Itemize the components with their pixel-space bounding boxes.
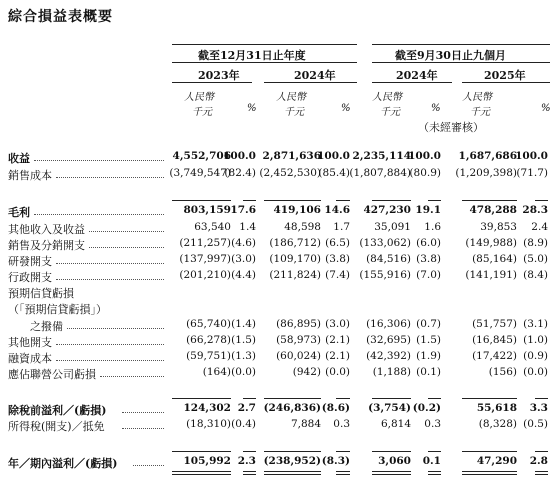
total-rule (172, 451, 231, 452)
cell-value: (58,973) (276, 334, 321, 346)
cell-value: (8,328) (478, 418, 517, 430)
nine-2024-underline (372, 82, 452, 83)
total-rule (535, 471, 548, 472)
row-label: 銷售及分銷開支 (8, 239, 85, 252)
dot-leader (56, 177, 164, 178)
cell-value: (1.5) (231, 334, 256, 346)
cell-value: 100.0 (408, 150, 441, 162)
cell-value: 2.8 (529, 455, 548, 467)
cell-value: (5.0) (523, 253, 548, 265)
cell-value: 124,302 (183, 402, 231, 414)
cell-value: 55,618 (476, 402, 517, 414)
cell-value: (3.8) (416, 253, 441, 265)
year-2024-label: 2024年 (294, 69, 336, 82)
cell-value: (1.0) (523, 334, 548, 346)
row-label: 之撥備 (30, 320, 63, 333)
cell-value: (201,210) (179, 269, 231, 281)
cell-value: (133,062) (359, 237, 411, 249)
cell-value: 7,884 (290, 418, 321, 430)
cell-value: 28.3 (522, 204, 548, 216)
total-rule (264, 451, 321, 452)
unaudited-note: （未經審核） (418, 121, 484, 134)
dot-leader (56, 360, 164, 361)
row-label: 預期信貸虧損 (8, 287, 74, 300)
unit-pct-2: % (341, 103, 351, 114)
cell-value: (3,754) (368, 402, 411, 414)
dot-leader (133, 465, 164, 466)
total-rule (462, 471, 517, 472)
row-label: （「預期信貸虧損」） (8, 303, 107, 316)
cell-value: 47,290 (476, 455, 517, 467)
total-rule (428, 398, 441, 399)
year-2023-label: 2023年 (198, 69, 240, 82)
total-rule (428, 200, 441, 201)
cell-value: (86,895) (276, 318, 321, 330)
total-rule (243, 474, 256, 475)
cell-value: 39,853 (480, 221, 517, 233)
row-label: 毛利 (8, 206, 30, 219)
cell-value: (82.4) (224, 167, 256, 179)
cell-value: 100.0 (223, 150, 256, 162)
cell-value: (0.5) (523, 418, 548, 430)
cell-value: 2.7 (237, 402, 256, 414)
row-label: 銷售成本 (8, 169, 52, 182)
cell-value: (3.8) (325, 253, 350, 265)
row-label: 其他開支 (8, 336, 52, 349)
total-rule (428, 474, 441, 475)
cell-value: (246,836) (263, 402, 321, 414)
cell-value: (3.0) (325, 318, 350, 330)
cell-value: (0.0) (523, 366, 548, 378)
cell-value: 100.0 (317, 150, 350, 162)
cell-value: (0.1) (416, 366, 441, 378)
cell-value: (8.4) (523, 269, 548, 281)
total-rule (243, 200, 256, 201)
cell-value: (149,988) (465, 237, 517, 249)
year-group-bottom-line (172, 62, 357, 63)
total-rule (428, 451, 441, 452)
nine-month-2025-label: 2025年 (484, 69, 526, 82)
nine-month-group-top-line (372, 44, 550, 45)
total-rule (372, 200, 411, 201)
dot-leader (56, 279, 164, 280)
cell-value: (80.9) (409, 167, 441, 179)
row-label: 應佔聯營公司虧損 (8, 368, 96, 381)
unit-thousand-3: 千元 (380, 107, 400, 118)
page-title: 綜合損益表概要 (8, 9, 113, 25)
cell-value: (71.7) (516, 167, 548, 179)
cell-value: 427,230 (363, 204, 411, 216)
cell-value: (66,278) (186, 334, 231, 346)
cell-value: 1.6 (424, 221, 441, 233)
total-rule (535, 398, 548, 399)
cell-value: 0.1 (422, 455, 441, 467)
row-label: 其他收入及收益 (8, 223, 85, 236)
total-rule (372, 474, 411, 475)
total-rule (372, 471, 411, 472)
cell-value: (17,422) (472, 350, 517, 362)
cell-value: (0.7) (416, 318, 441, 330)
total-rule (172, 471, 231, 472)
cell-value: (1,807,884) (349, 167, 411, 179)
cell-value: (16,845) (472, 334, 517, 346)
cell-value: (16,306) (366, 318, 411, 330)
year-2023-underline (172, 82, 252, 83)
cell-value: (1.9) (416, 350, 441, 362)
cell-value: (84,516) (366, 253, 411, 265)
dot-leader (89, 231, 164, 232)
cell-value: (1.4) (231, 318, 256, 330)
cell-value: (3.0) (231, 253, 256, 265)
total-rule (336, 474, 350, 475)
cell-value: (137,997) (179, 253, 231, 265)
cell-value: (211,257) (179, 237, 231, 249)
total-rule (243, 471, 256, 472)
nine-month-2024-label: 2024年 (396, 69, 438, 82)
unit-currency-4: 人民幣 (462, 92, 492, 103)
total-rule (264, 471, 321, 472)
cell-value: 478,288 (469, 204, 517, 216)
cell-value: (8.6) (321, 402, 350, 414)
cell-value: (7.4) (325, 269, 350, 281)
unit-pct-1: % (247, 103, 257, 114)
cell-value: (164) (202, 366, 231, 378)
cell-value: (65,740) (186, 318, 231, 330)
cell-value: (141,191) (465, 269, 517, 281)
total-rule (336, 471, 350, 472)
cell-value: 105,992 (183, 455, 231, 467)
cell-value: (2.1) (325, 350, 350, 362)
cell-value: 19.1 (415, 204, 441, 216)
cell-value: 4,552,706 (172, 150, 231, 162)
year-group-top-line (172, 44, 357, 45)
cell-value: (211,824) (269, 269, 321, 281)
dot-leader (34, 214, 164, 215)
cell-value: (85.4) (318, 167, 350, 179)
total-rule (264, 474, 321, 475)
total-rule (372, 451, 411, 452)
total-rule (264, 398, 321, 399)
total-rule (535, 200, 548, 201)
total-rule (372, 398, 411, 399)
cell-value: (18,310) (186, 418, 231, 430)
cell-value: (1.3) (231, 350, 256, 362)
cell-value: 2,871,636 (262, 150, 321, 162)
cell-value: 63,540 (194, 221, 231, 233)
unit-currency-2: 人民幣 (276, 92, 306, 103)
row-label: 融資成本 (8, 352, 52, 365)
row-label: 研發開支 (8, 255, 52, 268)
unit-pct-4: % (541, 103, 551, 114)
dot-leader (34, 160, 164, 161)
cell-value: (238,952) (263, 455, 321, 467)
total-rule (462, 474, 517, 475)
total-rule (243, 451, 256, 452)
cell-value: (2,452,530) (259, 167, 321, 179)
unit-thousand-1: 千元 (192, 107, 212, 118)
unit-currency-1: 人民幣 (184, 92, 214, 103)
total-rule (336, 398, 350, 399)
cell-value: 0.3 (424, 418, 441, 430)
nine-month-group-bottom-line (372, 62, 550, 63)
cell-value: (4.4) (231, 269, 256, 281)
cell-value: (4.6) (231, 237, 256, 249)
cell-value: 3.3 (529, 402, 548, 414)
total-rule (462, 451, 517, 452)
cell-value: (59,751) (186, 350, 231, 362)
cell-value: (0.4) (231, 418, 256, 430)
cell-value: (32,695) (366, 334, 411, 346)
cell-value: (85,164) (472, 253, 517, 265)
total-rule (462, 398, 517, 399)
year-2024-underline (264, 82, 357, 83)
cell-value: (8.9) (523, 237, 548, 249)
dot-leader (67, 328, 164, 329)
total-rule (462, 200, 517, 201)
unit-currency-3: 人民幣 (372, 92, 402, 103)
cell-value: (60,024) (276, 350, 321, 362)
total-rule (535, 474, 548, 475)
cell-value: 14.6 (324, 204, 350, 216)
row-label: 所得稅(開支)／抵免 (8, 420, 105, 433)
cell-value: (6.0) (416, 237, 441, 249)
row-label: 除稅前溢利／(虧損) (8, 404, 107, 417)
cell-value: 1,687,686 (458, 150, 517, 162)
unit-thousand-4: 千元 (470, 107, 490, 118)
cell-value: (8.3) (321, 455, 350, 467)
cell-value: 2.4 (531, 221, 548, 233)
cell-value: 1.4 (239, 221, 256, 233)
total-rule (264, 200, 321, 201)
cell-value: 419,106 (273, 204, 321, 216)
total-rule (336, 451, 350, 452)
nine-2025-underline (462, 82, 550, 83)
cell-value: 6,814 (380, 418, 411, 430)
cell-value: (156) (488, 366, 517, 378)
cell-value: (1,188) (372, 366, 411, 378)
cell-value: (942) (292, 366, 321, 378)
cell-value: (3.1) (523, 318, 548, 330)
year-group-header: 截至12月31日止年度 (198, 49, 306, 62)
cell-value: 100.0 (515, 150, 548, 162)
cell-value: 17.6 (230, 204, 256, 216)
cell-value: (1,209,398) (455, 167, 517, 179)
total-rule (535, 451, 548, 452)
cell-value: 1.7 (333, 221, 350, 233)
total-rule (428, 471, 441, 472)
cell-value: (3,749,547) (169, 167, 231, 179)
unit-thousand-2: 千元 (284, 107, 304, 118)
cell-value: (42,392) (366, 350, 411, 362)
cell-value: 0.3 (333, 418, 350, 430)
cell-value: (2.1) (325, 334, 350, 346)
cell-value: (186,712) (269, 237, 321, 249)
cell-value: 3,060 (378, 455, 411, 467)
cell-value: 35,091 (374, 221, 411, 233)
cell-value: (1.5) (416, 334, 441, 346)
cell-value: (109,170) (269, 253, 321, 265)
dot-leader (89, 247, 164, 248)
total-rule (172, 398, 231, 399)
total-rule (243, 398, 256, 399)
cell-value: (51,757) (472, 318, 517, 330)
cell-value: 2.3 (237, 455, 256, 467)
nine-month-group-header: 截至9月30日止九個月 (395, 49, 506, 62)
cell-value: (7.0) (416, 269, 441, 281)
row-label: 收益 (8, 152, 30, 165)
total-rule (172, 474, 231, 475)
cell-value: (0.0) (231, 366, 256, 378)
total-rule (336, 200, 350, 201)
cell-value: (0.0) (325, 366, 350, 378)
dot-leader (56, 263, 164, 264)
cell-value: (0.9) (523, 350, 548, 362)
dot-leader (56, 344, 164, 345)
cell-value: (0.2) (412, 402, 441, 414)
unit-pct-3: % (431, 103, 441, 114)
row-label: 年／期內溢利／(虧損) (8, 457, 118, 470)
dot-leader (122, 428, 164, 429)
cell-value: 803,159 (183, 204, 231, 216)
cell-value: (6.5) (325, 237, 350, 249)
total-rule (172, 200, 231, 201)
cell-value: 48,598 (284, 221, 321, 233)
row-label: 行政開支 (8, 271, 52, 284)
cell-value: (155,916) (359, 269, 411, 281)
dot-leader (100, 376, 164, 377)
cell-value: 2,235,114 (352, 150, 411, 162)
dot-leader (122, 412, 164, 413)
